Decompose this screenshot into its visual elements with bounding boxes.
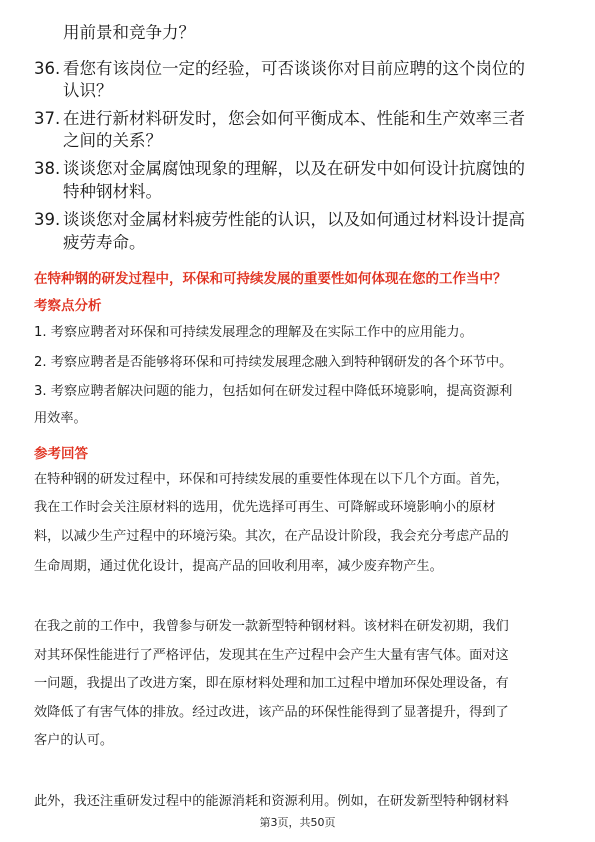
question-line: 谈谈您对金属材料疲劳性能的认识，以及如何通过材料设计提高 [63,210,525,229]
question-line: 特种钢材料。 [63,182,162,201]
answer-line: 此外，我还注重研发过程中的能源消耗和资源利用。例如，在研发新型特种钢材料 [34,794,509,809]
question-continuation: 用前景和竞争力？ [63,23,195,42]
question-number: 39. [34,210,61,229]
answer-line: 生命周期，通过优化设计，提高产品的回收利用率，减少废弃物产生。 [34,559,443,574]
answer-line: 效降低了有害气体的排放。经过改进，该产品的环保性能得到了显著提升，得到了 [34,705,509,720]
question-line: 认识？ [63,81,113,100]
question-line: 之间的关系？ [63,131,162,150]
analysis-line: 用效率。 [34,411,87,426]
answer-line: 在我之前的工作中，我曾参与研发一款新型特种钢材料。该材料在研发初期，我们 [34,619,509,634]
answer-line: 料，以减少生产过程中的环境污染。其次，在产品设计阶段，我会充分考虑产品的 [34,529,509,544]
question-number: 38. [34,159,61,178]
analysis-line: 2. 考察应聘者是否能够将环保和可持续发展理念融入到特种钢研发的各个环节中。 [34,355,513,370]
question-line: 在进行新材料研发时，您会如何平衡成本、性能和生产效率三者 [63,109,525,128]
answer-line: 在特种钢的研发过程中，环保和可持续发展的重要性体现在以下几个方面。首先， [34,472,509,487]
section-title: 在特种钢的研发过程中，环保和可持续发展的重要性如何体现在您的工作当中？ [34,271,507,287]
page-number: 第3页，共50页 [259,816,336,829]
analysis-heading: 考察点分析 [34,298,102,314]
question-number: 36. [34,59,61,78]
question-line: 谈谈您对金属腐蚀现象的理解，以及在研发中如何设计抗腐蚀的 [63,159,525,178]
analysis-line: 3. 考察应聘者解决问题的能力，包括如何在研发过程中降低环境影响，提高资源利 [34,384,513,399]
question-line: 疲劳寿命。 [63,233,146,252]
answer-line: 我在工作时会关注原材料的选用，优先选择可再生、可降解或环境影响小的原材 [34,500,496,515]
answer-heading: 参考回答 [34,446,88,462]
analysis-line: 1. 考察应聘者对环保和可持续发展理念的理解及在实际工作中的应用能力。 [34,325,473,340]
answer-line: 对其环保性能进行了严格评估，发现其在生产过程中会产生大量有害气体。面对这 [34,648,509,663]
answer-line: 客户的认可。 [34,733,114,748]
question-line: 看您有该岗位一定的经验，可否谈谈你对目前应聘的这个岗位的 [63,59,525,78]
answer-line: 一问题，我提出了改进方案，即在原材料处理和加工过程中增加环保处理设备，有 [34,676,509,691]
question-number: 37. [34,109,61,128]
